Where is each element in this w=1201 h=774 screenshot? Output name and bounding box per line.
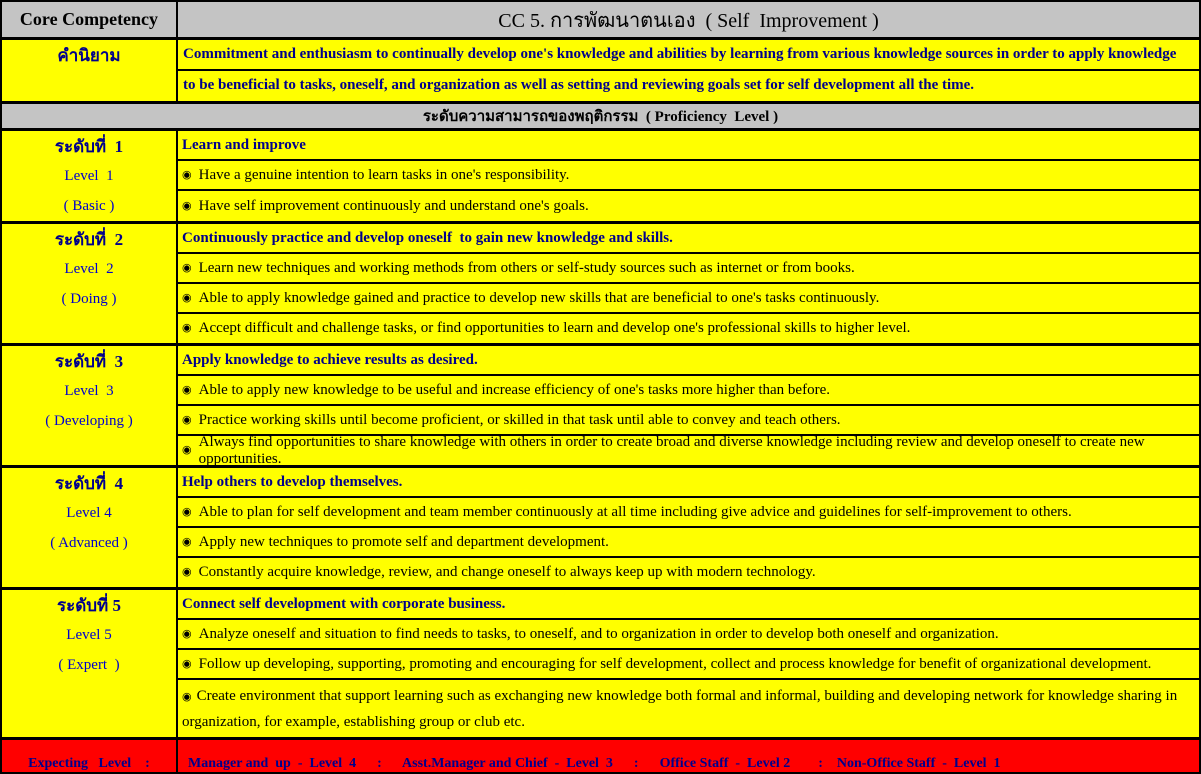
level-4-content [178,468,1199,587]
level-4-stage-label: ( Advanced ) [50,534,128,551]
core-competency-label: Core Competency [19,9,159,29]
level-1-stage-label: ( Basic ) [63,197,115,214]
level-1-block [2,131,1199,224]
bullet-icon: ◉ [182,505,192,518]
level-3-stage-label: ( Developing ) [45,412,133,429]
definition-block [2,40,1199,104]
bullet-icon: ◉ [182,657,192,670]
level-5-bullet-2 [178,650,1199,680]
competency-title-cell [178,2,1199,37]
level-5-label-cell [2,590,178,737]
competency-title: CC 5. การพัฒนาตนเอง ( Self Improvement ) [498,9,879,32]
level-1-bullet-2 [178,191,1199,221]
bullet-icon: ◉ [182,261,192,274]
level-2-thai-label: ระดับที่ 2 [54,229,124,249]
level-3-thai-label: ระดับที่ 3 [54,351,124,371]
level-2-english-label: Level 2 [64,260,114,277]
definition-line-1: Commitment and enthusiasm to continually develop one's knowledge and abilities by learning from various knowledge sources in order to apply knowledge [178,40,1199,71]
expecting-level-values: Manager and up - Level 4 : Asst.Manager and Chief - Level 3 : Office Staff - Level 2 : Non-Office Staff - Level 1 [188,755,1001,771]
bullet-text: Have self improvement continuously and understand one's goals. [198,197,589,214]
bullet-text: Apply new techniques to promote self and department development. [198,533,609,550]
bullet-text: Practice working skills until become proficient, or skilled in that task until able to convey and teach others. [198,411,841,428]
level-5-bullet-1 [178,620,1199,650]
core-competency-cell [2,2,178,37]
level-2-content [178,224,1199,343]
bullet-text: Accept difficult and challenge tasks, or find opportunities to learn and develop one's professional skills to higher level. [198,320,911,336]
level-4-block [2,468,1199,590]
bullet-icon: ◉ [182,627,192,640]
definition-line-2: to be beneficial to tasks, oneself, and organization as well as setting and reviewing goals set for self development all the time. [183,77,975,94]
level-3-bullet-2 [178,406,1199,436]
bullet-text: Always find opportunities to share knowledge with others in order to create broad and diverse knowledge including review and develop oneself to create new opportunities. [198,433,1145,467]
definition-content [178,40,1199,101]
level-4-bullet-1 [178,498,1199,528]
expecting-level-label: Expecting Level : [28,755,150,771]
level-5-block [2,590,1199,740]
level-3-bullet-1 [178,376,1199,406]
bullet-icon: ◉ [182,199,192,212]
definition-label-cell [2,40,178,101]
bullet-icon: ◉ [182,291,192,304]
bullet-text: Follow up developing, supporting, promoting and encouraging for self development, collect and process knowledge for benefit of organizational development. [198,655,1152,672]
bullet-icon: ◉ [182,168,192,181]
level-5-thai-label: ระดับที่ 5 [56,595,122,615]
bullet-icon: ◉ [182,413,192,426]
level-5-english-label: Level 5 [66,626,112,643]
bullet-text: Constantly acquire knowledge, review, and change oneself to always keep up with modern technology. [198,564,816,580]
bullet-text: Able to apply new knowledge to be useful and increase efficiency of one's tasks more higher than before. [198,381,830,398]
level-3-bullet-3 [178,433,1199,467]
bullet-icon: ◉ [182,691,192,703]
level-2-bullet-1 [178,254,1199,284]
bullet-icon: ◉ [182,444,192,456]
level-4-label-cell [2,468,178,587]
level-2-heading: Continuously practice and develop oneself to gain new knowledge and skills. [178,224,1199,254]
level-2-stage-label: ( Doing ) [61,290,117,307]
definition-label: คำนิยาม [57,46,121,65]
bullet-text: Able to apply knowledge gained and practice to develop new skills that are beneficial to one's tasks continuously. [198,289,880,306]
level-2-label-cell [2,224,178,343]
level-2-block [2,224,1199,346]
expecting-level-row [2,740,1199,774]
level-4-bullet-3 [178,558,1199,587]
level-4-thai-label: ระดับที่ 4 [54,473,124,493]
header-row [2,2,1199,40]
level-1-heading: Learn and improve [178,131,1199,161]
expecting-level-values-cell [178,740,1199,774]
level-3-content [178,346,1199,465]
bullet-text: Able to plan for self development and team member continuously at all time including give advice and guidelines for self-improvement to others. [198,503,1072,520]
bullet-text: Create environment that support learning such as exchanging new knowledge both formal and informal, building and developing network for knowledge sharing in organization, for example, establishing group or club etc. [182,688,1178,730]
bullet-text: Analyze oneself and situation to find needs to tasks, to oneself, and to organization in order to develop both oneself and organization. [198,625,999,642]
level-2-bullet-2 [178,284,1199,314]
bullet-icon: ◉ [182,383,192,396]
level-1-english-label: Level 1 [64,167,114,184]
bullet-text: Have a genuine intention to learn tasks in one's responsibility. [198,166,570,183]
level-1-bullet-1 [178,161,1199,191]
proficiency-level-band [2,104,1199,131]
level-5-stage-label: ( Expert ) [58,656,120,673]
level-3-label-cell [2,346,178,465]
level-5-heading: Connect self development with corporate business. [178,590,1199,620]
proficiency-level-title: ระดับความสามารถของพฤติกรรม ( Proficiency Level ) [422,109,779,125]
bullet-icon: ◉ [182,535,192,548]
level-3-heading: Apply knowledge to achieve results as desired. [178,346,1199,376]
level-3-english-label: Level 3 [64,382,114,399]
level-1-label-cell [2,131,178,221]
level-4-heading: Help others to develop themselves. [178,468,1199,498]
level-4-bullet-2 [178,528,1199,558]
expecting-level-label-cell [2,740,178,774]
level-1-thai-label: ระดับที่ 1 [54,136,124,156]
level-1-content [178,131,1199,221]
level-4-english-label: Level 4 [66,504,112,521]
bullet-icon: ◉ [182,322,192,334]
bullet-icon: ◉ [182,566,192,578]
level-5-bullet-3 [178,680,1199,737]
level-3-block [2,346,1199,468]
bullet-text: Learn new techniques and working methods from others or self-study sources such as internet or from books. [198,259,855,276]
level-5-content [178,590,1199,737]
level-2-bullet-3 [178,314,1199,343]
